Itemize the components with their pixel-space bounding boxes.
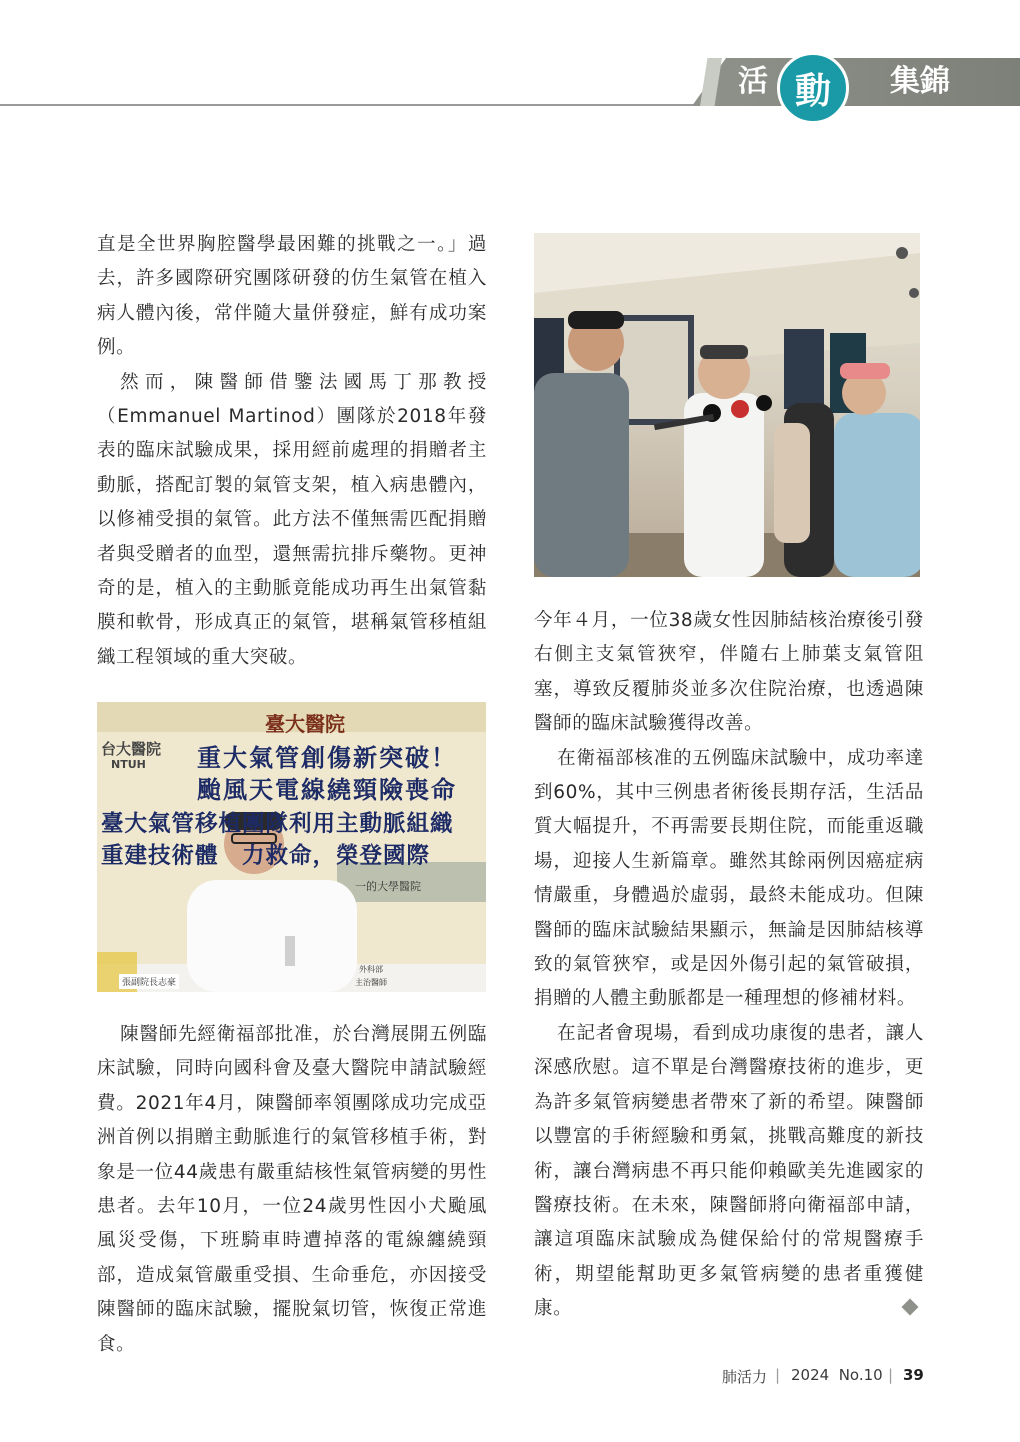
footer-magazine: 肺活力	[722, 1368, 768, 1386]
paragraph: 在記者會現場，看到成功康復的患者，讓人深感欣慰。這不單是台灣醫療技術的進步，更為許多氣管病變患者帶來了新的希望。陳醫師以豐富的手術經驗和勇氣，挑戰高難度的新技術，讓台灣病患不再只能仰賴歐美先進國家的醫療技術。在未來，陳醫師將向衛福部申請，讓這項臨床試驗成為健保給付的常規醫療手術，期望能幫助更多氣管病變的患者重獲健康。	[534, 1022, 924, 1320]
nameplate-right-bottom: 主治醫師	[355, 978, 387, 987]
article-column-left-top	[97, 228, 487, 675]
nameplate-right-top: 外科部	[359, 965, 383, 974]
hospital-logo-text: 台大醫院	[101, 740, 162, 758]
hospital-logo-sub: NTUH	[111, 758, 146, 771]
section-title-circle: 動	[777, 52, 849, 124]
paragraph: 在衛福部核准的五例臨床試驗中，成功率達到60%，其中三例患者術後長期存活，生活品質大幅提升，不再需要長期住院，而能重返職場，迎接人生新篇章。雖然其餘兩例因癌症病情嚴重，身體過於虛弱，最終未能成功。但陳醫師的臨床試驗結果顯示，無論是因肺結核導致的氣管狹窄，或是因外傷引起的氣管破損，捐贈的人體主動脈都是一種理想的修補材料。	[534, 747, 924, 1010]
paragraph: 然而，陳醫師借鑒法國馬丁那教授（Emmanuel Martinod）團隊於2018年發表的臨床試驗成果，採用經前處理的捐贈者主動脈，搭配訂製的氣管支架，植入病患體內，以修補受損的氣管。此方法不僅無需匹配捐贈者與受贈者的血型，還無需抗排斥藥物。更神奇的是，植入的主動脈竟能成功再生出氣管黏膜和軟骨，形成真正的氣管，堪稱氣管移植組織工程領域的重大突破。	[97, 371, 487, 668]
paragraph: 今年４月，一位38歲女性因肺結核治療後引發右側主支氣管狹窄，伴隨右上肺葉支氣管阻塞，導致反覆肺炎並多次住院治療，也透過陳醫師的臨床試驗獲得改善。	[534, 610, 924, 735]
header-rule	[0, 104, 700, 106]
page-number: 39	[903, 1366, 924, 1384]
footer-issue: 2024 No.10	[791, 1366, 883, 1384]
section-title-left: 活	[738, 64, 768, 99]
banner-line-2: 颱風天電線繞頸險喪命	[197, 775, 457, 804]
paragraph: 陳醫師先經衛福部批准，於台灣展開五例臨床試驗，同時向國科會及臺大醫院申請試驗經費。2021年4月，陳醫師率領團隊成功完成亞洲首例以捐贈主動脈進行的氣管移植手術，對象是一位44歲患有嚴重結核性氣管病變的男性患者。去年10月，一位24歲男性因小犬颱風風災受傷，下班騎車時遭掉落的電線纏繞頸部，造成氣管嚴重受損、生命垂危，亦因接受陳醫師的臨床試驗，擺脫氣切管，恢復正常進食。	[97, 1024, 487, 1355]
photo-press-interview	[534, 233, 920, 577]
banner-top-text: 臺大醫院	[265, 712, 345, 736]
photo-press-conference	[97, 702, 486, 992]
footer-separator: |	[888, 1366, 894, 1384]
banner-line-3: 臺大氣管移植團隊利用主動脈組織	[101, 811, 454, 837]
paragraph: 直是全世界胸腔醫學最困難的挑戰之一。」過去，許多國際研究團隊研發的仿生氣管在植入病人體內後，常伴隨大量併發症，鮮有成功案例。	[97, 234, 487, 359]
press-interview-illustration	[534, 233, 920, 577]
banner-line-1: 重大氣管創傷新突破！	[197, 743, 457, 772]
banner-line-4: 重建技術體 力救命，榮登國際	[101, 843, 431, 869]
footer-separator: |	[775, 1366, 781, 1384]
nameplate-left: 張副院長志豪	[119, 974, 179, 989]
article-column-right	[534, 604, 924, 1327]
section-title-right: 集錦	[890, 64, 950, 99]
article-column-left-bottom	[97, 1018, 487, 1362]
banner-small-text: 一的大學醫院	[355, 880, 421, 893]
